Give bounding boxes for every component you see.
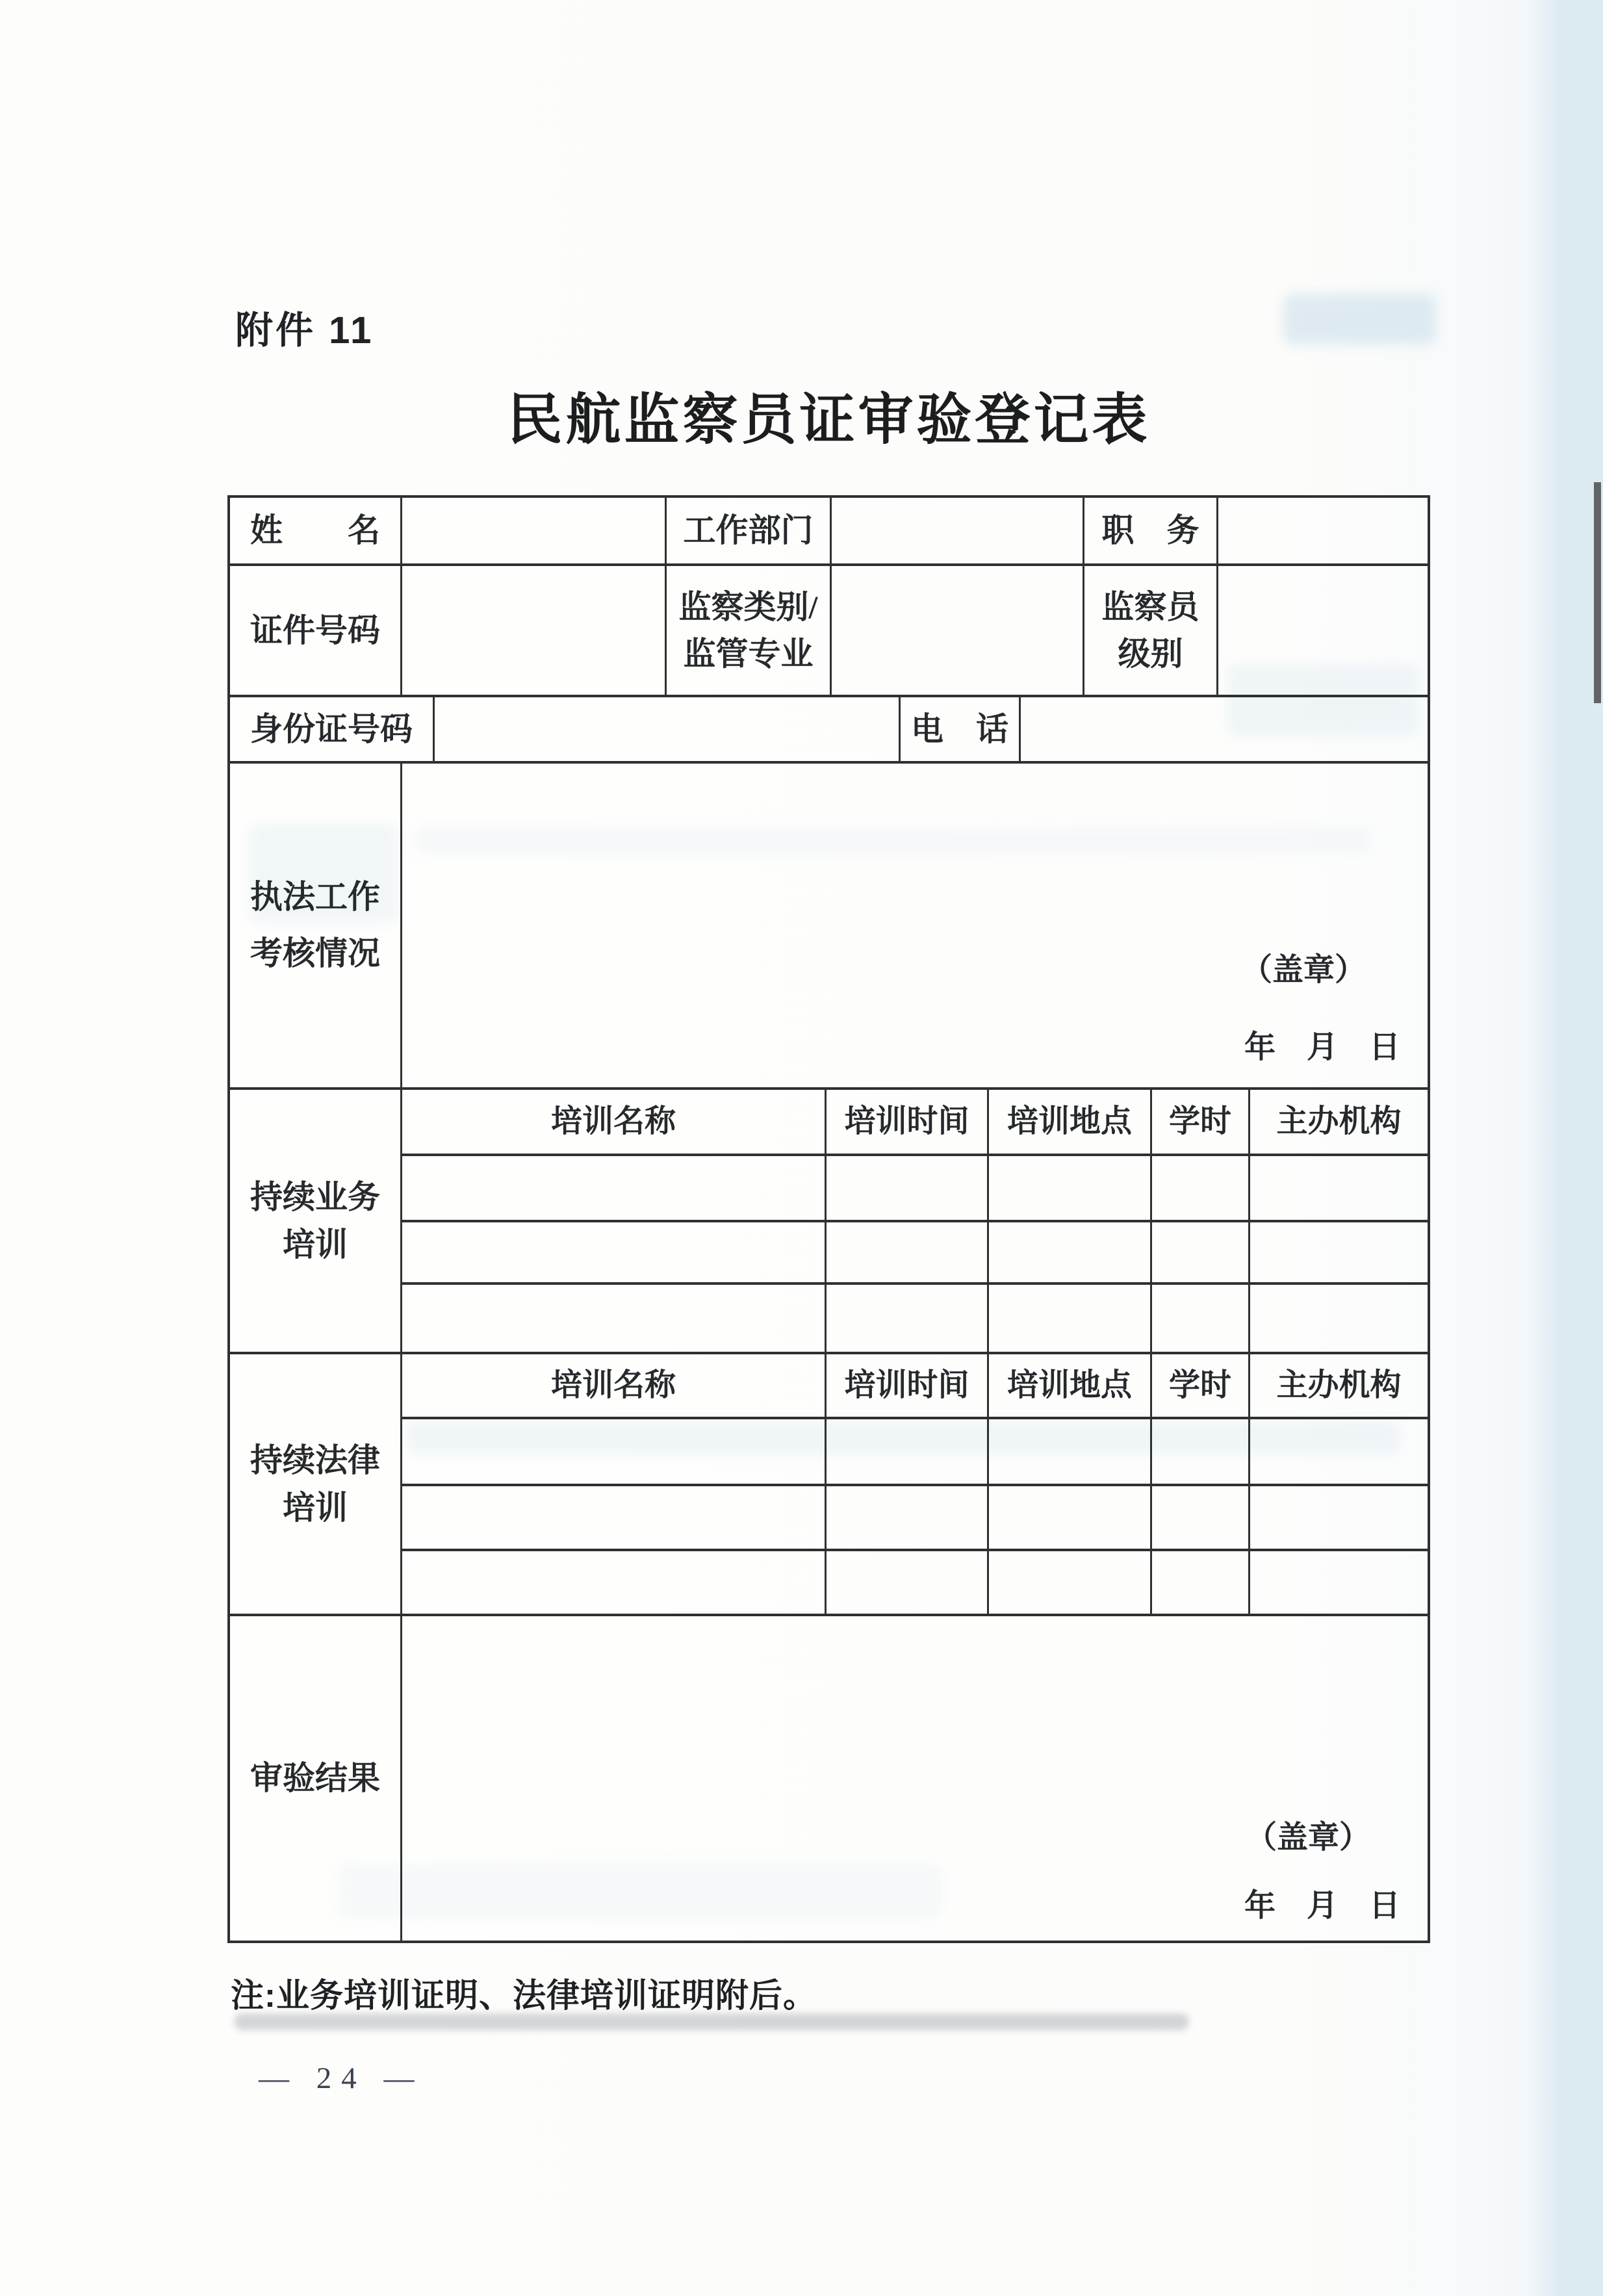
- business-training-label: [230, 1090, 402, 1352]
- training-data-cell: [402, 1549, 827, 1614]
- row-basic-1: [230, 498, 1428, 563]
- level-label: [1084, 566, 1218, 695]
- training-data-cell: [1152, 1549, 1250, 1614]
- training-data-cell: [1250, 1484, 1428, 1549]
- training-data-cell: [1152, 1154, 1250, 1220]
- registration-form-table: [227, 495, 1430, 1943]
- assessment-date-line: 年 月 日: [1244, 1030, 1400, 1065]
- level-label-line1: 监察员: [1101, 588, 1199, 625]
- training-data-cell: [989, 1549, 1152, 1614]
- training-data-cell: [989, 1484, 1152, 1549]
- training-data-cell: [1152, 1417, 1250, 1484]
- training-data-cell: [1152, 1220, 1250, 1282]
- assessment-label: [230, 764, 402, 1087]
- position-label: 职 务: [1084, 498, 1218, 563]
- training-data-cell: [402, 1484, 827, 1549]
- level-label-line2: 级别: [1118, 636, 1183, 672]
- assessment-label-line2: 考核情况: [250, 935, 380, 972]
- cert-no-label: 证件号码: [230, 566, 402, 695]
- department-value-cell: [832, 498, 1084, 563]
- training-data-cell: [827, 1417, 989, 1484]
- category-label-line2: 监管专业: [683, 636, 814, 672]
- scan-bleedthrough: [1283, 294, 1436, 344]
- training-data-cell: [827, 1282, 989, 1352]
- training-data-cell: [402, 1282, 827, 1352]
- training-data-cell: [402, 1417, 827, 1484]
- training-data-cell: [827, 1220, 989, 1282]
- training-data-cell: [1250, 1220, 1428, 1282]
- review-result-section: [230, 1614, 1428, 1941]
- training-data-cell: [827, 1154, 989, 1220]
- id-number-value-cell: [435, 697, 901, 761]
- assessment-section: [230, 761, 1428, 1087]
- row-basic-2: [230, 563, 1428, 695]
- assessment-content-cell: [402, 764, 1428, 1087]
- training-data-cell: [1152, 1484, 1250, 1549]
- legal-training-label-line1: 持续法律: [250, 1442, 380, 1478]
- id-number-label: 身份证号码: [230, 697, 435, 761]
- assessment-seal-mark: （盖章）: [1240, 952, 1366, 987]
- training-data-cell: [989, 1417, 1152, 1484]
- review-result-seal-mark: （盖章）: [1245, 1820, 1370, 1855]
- phone-value-cell: [1021, 697, 1428, 761]
- scan-edge-tint: [1527, 0, 1603, 2296]
- business-training-section: [230, 1087, 1428, 1352]
- review-result-content-cell: [402, 1616, 1428, 1941]
- training-hours-header: 学时: [1152, 1354, 1250, 1417]
- scan-bleedthrough: [234, 2013, 1189, 2030]
- review-result-label: [230, 1616, 402, 1941]
- training-place-header: 培训地点: [989, 1354, 1152, 1417]
- training-name-header: 培训名称: [402, 1354, 827, 1417]
- legal-training-section: [230, 1352, 1428, 1614]
- training-time-header: 培训时间: [827, 1090, 989, 1154]
- training-data-cell: [1250, 1154, 1428, 1220]
- department-label: 工作部门: [667, 498, 832, 563]
- training-data-cell: [827, 1484, 989, 1549]
- category-label-line1: 监察类别/: [678, 588, 818, 625]
- cert-no-value-cell: [402, 566, 667, 695]
- training-org-header: 主办机构: [1276, 1103, 1402, 1139]
- assessment-label-line1: 执法工作: [250, 878, 380, 915]
- training-data-cell: [402, 1154, 827, 1220]
- business-training-label-line2: 培训: [283, 1226, 348, 1263]
- phone-label: 电 话: [901, 697, 1021, 761]
- level-value-cell: [1218, 566, 1428, 695]
- training-data-cell: [1250, 1282, 1428, 1352]
- legal-training-label-line2: 培训: [283, 1489, 348, 1526]
- training-data-cell: [989, 1282, 1152, 1352]
- training-name-header: 培训名称: [402, 1090, 827, 1154]
- category-label: [667, 566, 832, 695]
- training-place-header: 培训地点: [989, 1090, 1152, 1154]
- training-data-cell: [1152, 1282, 1250, 1352]
- attachment-label: 附件 11: [235, 309, 374, 352]
- footnote: 注:业务培训证明、法律培训证明附后。: [231, 1977, 817, 2014]
- category-value-cell: [832, 566, 1084, 695]
- position-value-cell: [1218, 498, 1428, 563]
- training-org-header: 主办机构: [1276, 1367, 1402, 1402]
- training-data-cell: [402, 1220, 827, 1282]
- page-title: 民航监察员证审验登记表: [507, 390, 1151, 451]
- page-number: — 24 —: [259, 2061, 424, 2095]
- training-data-cell: [827, 1549, 989, 1614]
- scan-edge-mark: [1594, 482, 1601, 703]
- name-label: 姓 名: [230, 498, 402, 563]
- row-basic-3: [230, 695, 1428, 761]
- name-value-cell: [402, 498, 667, 563]
- review-result-label-text: 审验结果: [250, 1759, 380, 1796]
- training-data-cell: [1250, 1417, 1428, 1484]
- business-training-label-line1: 持续业务: [250, 1179, 380, 1215]
- training-data-cell: [989, 1154, 1152, 1220]
- training-hours-header: 学时: [1152, 1090, 1250, 1154]
- review-result-date-line: 年 月 日: [1244, 1889, 1400, 1924]
- training-data-cell: [1250, 1549, 1428, 1614]
- training-data-cell: [989, 1220, 1152, 1282]
- legal-training-label: [230, 1354, 402, 1614]
- training-time-header: 培训时间: [827, 1354, 989, 1417]
